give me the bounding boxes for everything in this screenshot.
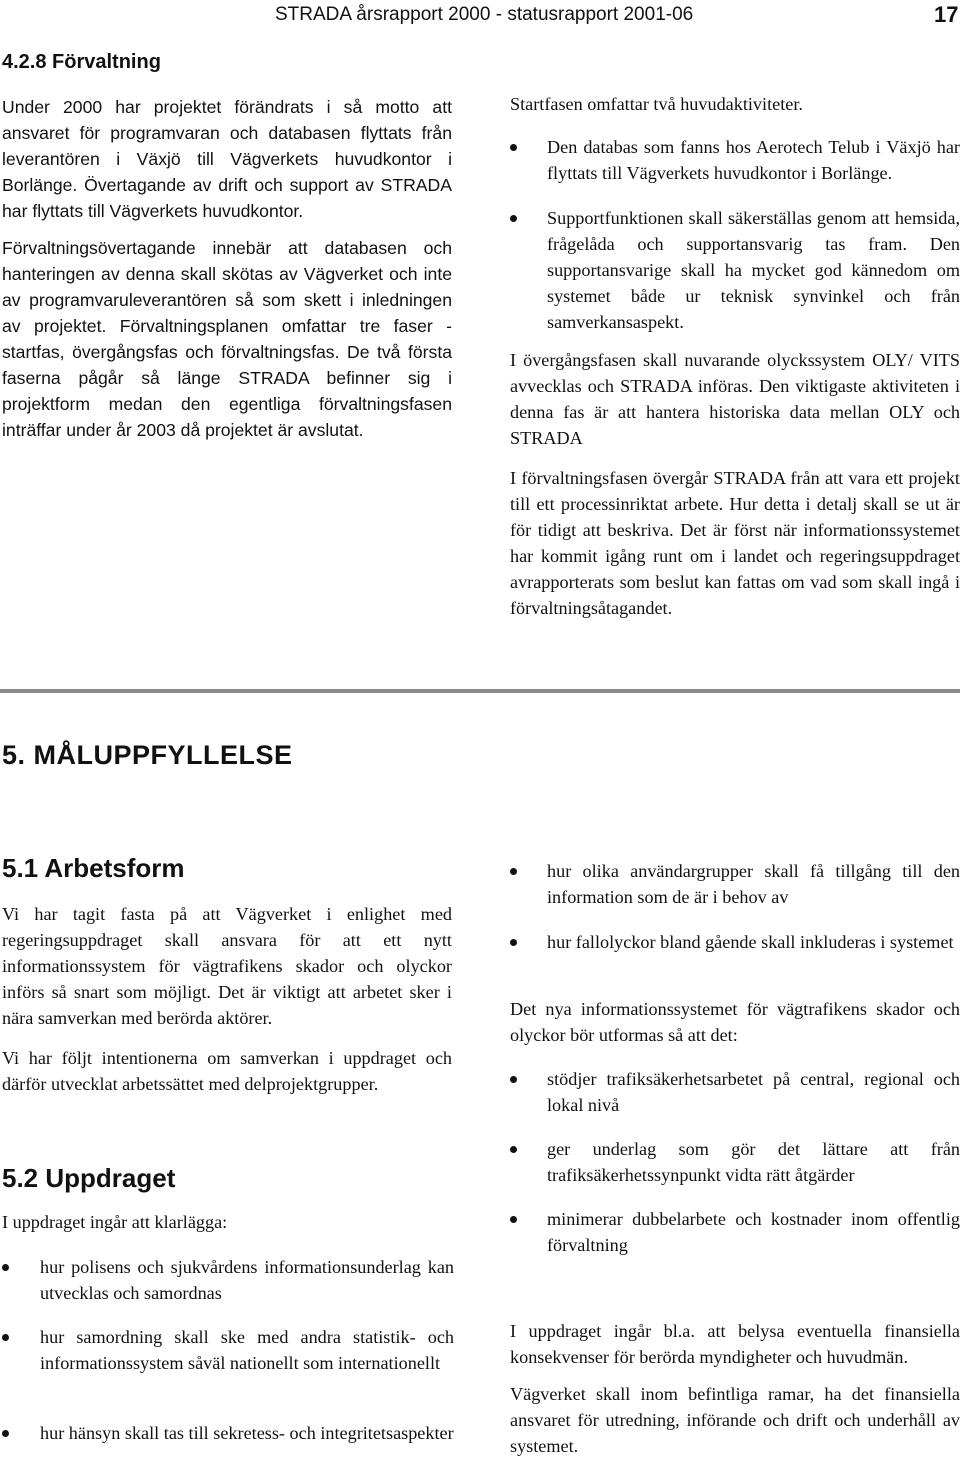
running-header: STRADA årsrapport 2000 - statusrapport 2001-06 xyxy=(275,4,694,25)
paragraph-arbetsform-2: Vi har följt intentionerna om samverkan i uppdraget och därför utvecklat arbetssättet med delprojektgrupper. xyxy=(2,1048,452,1094)
list-item: hur hänsyn skall tas till sekretess- och integritetsaspekter xyxy=(2,1420,454,1472)
paragraph-forvaltning-1: Under 2000 har projektet förändrats i så motto att ansvaret för programvaran och databasen flyttats från leverantören i Växjö till Vägverkets huvudkontor i Borlänge. Övertagande av drift och support av STRADA har flyttats till Vägverkets huvudkontor. xyxy=(2,97,452,221)
list-item: hur samordning skall ske med andra statistik- och informationssystem såväl nationellt som internationellt xyxy=(2,1324,454,1402)
section-heading-5-1: 5.1 Arbetsform xyxy=(2,853,185,883)
bullet-icon xyxy=(510,1076,517,1083)
bullet-icon xyxy=(2,1430,9,1437)
bullet-icon xyxy=(510,215,517,222)
paragraph-startfas-intro: Startfasen omfattar två huvudaktiviteter. xyxy=(510,94,803,114)
paragraph-overgangsfas: I övergångsfasen skall nuvarande olyckssystem OLY/ VITS avvecklas och STRADA införas. Den viktigaste aktiviteten i denna fas är att hantera historiska data mellan OLY och STRADA xyxy=(510,350,960,448)
paragraph-nytt-system: Det nya informationssystemet för vägtrafikens skador och olyckor bör utformas så att det: xyxy=(510,999,960,1045)
bullet-icon xyxy=(510,1146,517,1153)
paragraph-arbetsform-1: Vi har tagit fasta på att Vägverket i enlighet med regeringsuppdraget skall ansvara för att ett nytt informationssystem för vägtrafikens skador och olyckor införs så snart som möjligt. Det är viktigt att arbetet sker i nära samverkan med berörda aktörer. xyxy=(2,904,452,1028)
section-heading-5-2: 5.2 Uppdraget xyxy=(2,1163,176,1193)
paragraph-forvaltning-2: Förvaltningsövertagande innebär att databasen och hanteringen av denna skall skötas av Vägverket och inte av programvaruleverantören så som skett i inledningen av projektet. Förvaltningsplanen omfattar tre faser - startfas, övergångsfas och förvaltningsfas. De två första faserna pågår så länge STRADA befinner sig i projektform medan den egentliga förvaltningsfasen inträffar under år 2003 då projektet är avslutat. xyxy=(2,238,452,440)
list-item: hur polisens och sjukvårdens informationsunderlag kan utvecklas och samordnas xyxy=(2,1254,454,1306)
bullet-icon xyxy=(510,144,517,151)
list-item: ger underlag som gör det lättare att från trafiksäkerhetssynpunkt vidta rätt åtgärder xyxy=(510,1136,960,1188)
bullet-icon xyxy=(2,1264,9,1271)
list-item: hur fallolyckor bland gående skall inkluderas i systemet xyxy=(510,929,960,981)
page-number: 17 xyxy=(934,2,959,27)
list-item: hur olika användargrupper skall få tillgång till den information som de är i behov av xyxy=(510,858,960,910)
section-heading-4-2-8: 4.2.8 Förvaltning xyxy=(2,51,161,73)
bullet-icon xyxy=(510,939,517,946)
paragraph-finansiella: I uppdraget ingår bl.a. att belysa eventuella finansiella konsekvenser för berörda myndigheter och huvudmän. xyxy=(510,1321,960,1367)
section-divider xyxy=(0,689,960,693)
list-item: Den databas som fanns hos Aerotech Telub i Växjö har flyttats till Vägverkets huvudkontor i Borlänge. xyxy=(510,134,960,186)
list-item: Supportfunktionen skall säkerställas genom att hemsida, frågelåda och supportansvarig tas fram. Den supportansvarige skall ha mycket god kännedom om systemet både ur teknisk synvinkel och från samverkansaspekt. xyxy=(510,205,960,335)
section-heading-5: 5. MÅLUPPFYLLELSE xyxy=(2,740,293,770)
bullet-icon xyxy=(510,1216,517,1223)
list-item: minimerar dubbelarbete och kostnader inom offentlig förvaltning xyxy=(510,1206,960,1258)
paragraph-forvaltningsfas: I förvaltningsfasen övergår STRADA från att vara ett projekt till ett processinriktat arbete. Hur detta i detalj skall se ut är för tidigt att beskriva. Det är först när informationssystemet har kommit igång runt om i landet och regeringsuppdraget avrapporterats som beslut kan fattas om vad som skall ingå i förvaltningsåtagandet. xyxy=(510,468,960,618)
bullet-icon xyxy=(2,1334,9,1341)
paragraph-ansvar: Vägverket skall inom befintliga ramar, ha det finansiella ansvaret för utredning, införande och drift och underhåll av systemet. xyxy=(510,1384,960,1456)
paragraph-uppdraget-intro: I uppdraget ingår att klarlägga: xyxy=(2,1212,228,1232)
list-item: stödjer trafiksäkerhetsarbetet på central, regional och lokal nivå xyxy=(510,1066,960,1118)
bullet-icon xyxy=(510,868,517,875)
